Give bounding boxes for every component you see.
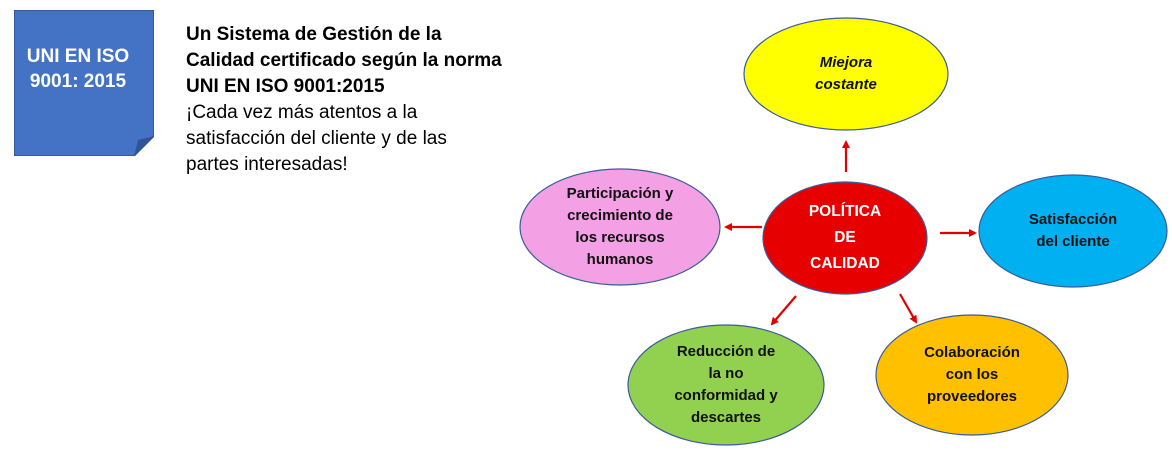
node-label-participacion-line: humanos [586, 251, 654, 268]
node-label-reduccion-line: conformidad y [674, 387, 778, 404]
node-label-mejora [744, 18, 948, 130]
badge-line2: 9001: 2015 [29, 71, 127, 92]
intro-title-line2: Calidad certificado según la norma [186, 50, 502, 71]
node-label-satisfaccion-line: del cliente [1036, 233, 1110, 250]
node-label-reduccion-line: descartes [690, 409, 762, 426]
node-label-reduccion-line: la no [708, 365, 744, 382]
intro-title-line1: Un Sistema de Gestión de la [186, 24, 442, 45]
node-label-colaboracion-line: proveedores [926, 388, 1018, 405]
node-label-mejora-line: costante [815, 76, 877, 93]
node-label-center-line: POLÍTICA [808, 203, 882, 220]
node-label-reduccion-line: Reducción de [676, 343, 776, 360]
arrow-to-reduccion [772, 296, 796, 324]
node-label-participacion-line: los recursos [575, 229, 665, 246]
node-label-colaboracion-line: con los [945, 366, 999, 383]
node-label-center-line: CALIDAD [810, 255, 880, 272]
node-label-center-line: DE [834, 229, 856, 246]
node-label-colaboracion-line: Colaboración [924, 344, 1020, 361]
node-label-reduccion [628, 325, 824, 445]
node-label-participacion-line: crecimiento de [567, 207, 673, 224]
node-label-mejora-line: Miejora [819, 54, 873, 71]
node-label-colaboracion [876, 315, 1068, 435]
node-label-participacion-line: Participación y [566, 185, 674, 202]
node-label-center [763, 182, 927, 294]
badge-line1: UNI EN ISO [26, 46, 130, 67]
node-label-participacion [520, 169, 720, 285]
node-label-satisfaccion [979, 175, 1167, 287]
intro-line4: ¡Cada vez más atentos a la [186, 102, 418, 123]
node-label-satisfaccion-line: Satisfacción [1028, 211, 1118, 228]
intro-line5: satisfacción del cliente y de las [186, 128, 447, 149]
intro-line6: partes interesadas! [186, 154, 348, 175]
intro-title-line3: UNI EN ISO 9001:2015 [186, 76, 385, 97]
